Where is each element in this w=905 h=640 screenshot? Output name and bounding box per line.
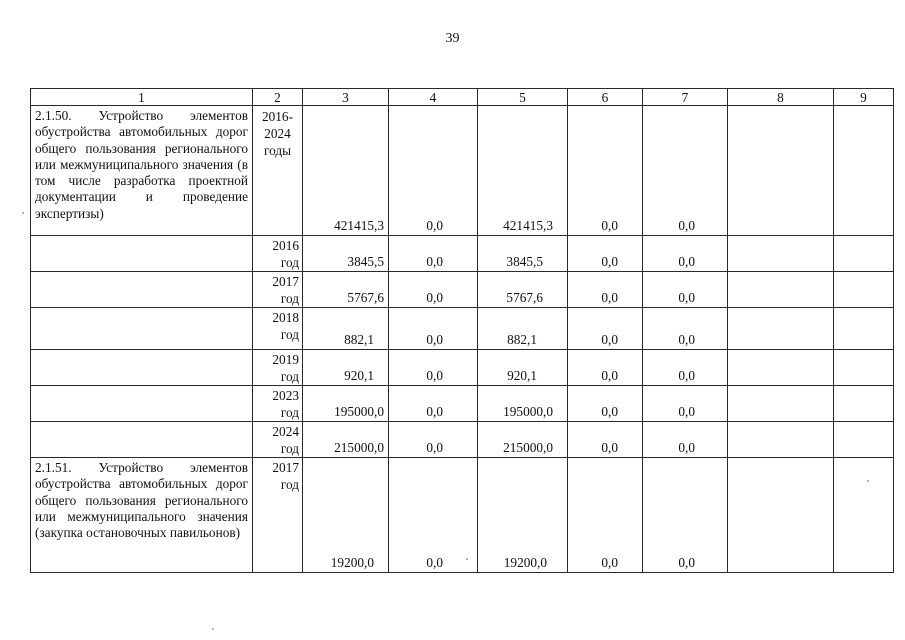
value-col-4: 0,0 <box>389 386 478 422</box>
value-col-3: 882,1 <box>303 308 389 350</box>
empty-name-cell <box>31 272 253 308</box>
empty-name-cell <box>31 236 253 272</box>
year-cell <box>253 272 303 308</box>
year-unit: год <box>280 441 299 456</box>
header-col-5: 5 <box>478 89 568 106</box>
value-col-7: 0,0 <box>643 236 728 272</box>
value-col-5: 882,1 <box>478 308 568 350</box>
empty-name-cell <box>31 422 253 458</box>
header-col-3: 3 <box>303 89 389 106</box>
value-col-4: 0,0 <box>389 236 478 272</box>
table-row <box>31 236 894 272</box>
value-col-9 <box>834 106 894 236</box>
year-cell <box>253 386 303 422</box>
year-unit: год <box>280 291 299 306</box>
value-col-9 <box>834 272 894 308</box>
value-col-4: 0,0 <box>389 350 478 386</box>
value-col-8 <box>728 350 834 386</box>
value-col-9 <box>834 350 894 386</box>
empty-name-cell <box>31 308 253 350</box>
value-col-5: 19200,0 <box>478 458 568 573</box>
value-col-9 <box>834 308 894 350</box>
period-line: годы <box>263 143 292 158</box>
value-col-6: 0,0 <box>568 422 643 458</box>
scan-speck <box>212 628 214 630</box>
value-col-8 <box>728 236 834 272</box>
header-col-7: 7 <box>643 89 728 106</box>
table-row <box>31 386 894 422</box>
value-col-4: 0,0 <box>389 308 478 350</box>
value-col-5: 3845,5 <box>478 236 568 272</box>
header-col-1: 1 <box>31 89 253 106</box>
value-col-8 <box>728 422 834 458</box>
value-col-7: 0,0 <box>643 422 728 458</box>
section-name-2-1-51: 2.1.51. Устройство элементов обустройства автомобильных дорог общего пользования регионального или межмуниципального значения (закупка остановочных павильонов) <box>31 458 253 573</box>
year-unit: год <box>280 405 299 420</box>
value-col-9 <box>834 458 894 573</box>
table-row <box>31 272 894 308</box>
value-col-8 <box>728 272 834 308</box>
value-col-7: 0,0 <box>643 458 728 573</box>
section-period-2-1-50 <box>253 106 303 236</box>
value-col-3: 920,1 <box>303 350 389 386</box>
header-col-6: 6 <box>568 89 643 106</box>
year-value: 2019 <box>272 352 299 367</box>
value-col-6: 0,0 <box>568 458 643 573</box>
value-col-5: 920,1 <box>478 350 568 386</box>
value-col-4: 0,0 <box>389 458 478 573</box>
year-value: 2023 <box>272 388 299 403</box>
year-unit: год <box>280 327 299 342</box>
value-col-8 <box>728 106 834 236</box>
value-col-4: 0,0 <box>389 272 478 308</box>
value-col-6: 0,0 <box>568 350 643 386</box>
value-col-6: 0,0 <box>568 272 643 308</box>
value-col-3: 421415,3 <box>303 106 389 236</box>
value-col-4: 0,0 <box>389 106 478 236</box>
value-col-6: 0,0 <box>568 236 643 272</box>
header-col-4: 4 <box>389 89 478 106</box>
value-col-6: 0,0 <box>568 308 643 350</box>
value-col-8 <box>728 458 834 573</box>
value-col-3: 5767,6 <box>303 272 389 308</box>
value-col-3: 3845,5 <box>303 236 389 272</box>
value-col-8 <box>728 308 834 350</box>
value-col-3: 19200,0 <box>303 458 389 573</box>
value-col-6: 0,0 <box>568 106 643 236</box>
year-cell <box>253 308 303 350</box>
year-cell <box>253 350 303 386</box>
section-period-2-1-51 <box>253 458 303 573</box>
scan-speck <box>867 480 869 482</box>
value-col-7: 0,0 <box>643 386 728 422</box>
value-col-8 <box>728 386 834 422</box>
table-row <box>31 308 894 350</box>
value-col-5: 5767,6 <box>478 272 568 308</box>
table-row <box>31 106 894 236</box>
empty-name-cell <box>31 386 253 422</box>
year-value: 2018 <box>272 310 299 325</box>
value-col-9 <box>834 422 894 458</box>
value-col-7: 0,0 <box>643 272 728 308</box>
value-col-4: 0,0 <box>389 422 478 458</box>
value-col-7: 0,0 <box>643 106 728 236</box>
header-col-2: 2 <box>253 89 303 106</box>
page-number: 39 <box>445 31 460 46</box>
value-col-5: 195000,0 <box>478 386 568 422</box>
value-col-3: 195000,0 <box>303 386 389 422</box>
year-value: 2024 <box>272 424 299 439</box>
section-name-2-1-50: 2.1.50. Устройство элементов обустройства автомобильных дорог общего пользования регионального или межмуниципального значения (в том числе разработка проектной документации и проведение экспертизы) <box>31 106 253 236</box>
year-value: 2016 <box>272 238 299 253</box>
header-col-9: 9 <box>834 89 894 106</box>
value-col-5: 215000,0 <box>478 422 568 458</box>
year-cell <box>253 236 303 272</box>
year-unit: год <box>280 255 299 270</box>
year-unit: год <box>280 369 299 384</box>
table-row <box>31 422 894 458</box>
value-col-3: 215000,0 <box>303 422 389 458</box>
table-row <box>31 350 894 386</box>
year-cell <box>253 422 303 458</box>
period-line: 2024 <box>264 126 291 141</box>
table-row <box>31 458 894 573</box>
year-value: 2017 <box>272 274 299 289</box>
value-col-7: 0,0 <box>643 308 728 350</box>
budget-table <box>30 88 894 573</box>
period-line: год <box>280 477 299 492</box>
scan-speck <box>466 558 468 560</box>
value-col-9 <box>834 386 894 422</box>
table-header-row <box>31 89 894 106</box>
value-col-6: 0,0 <box>568 386 643 422</box>
header-col-8: 8 <box>728 89 834 106</box>
value-col-7: 0,0 <box>643 350 728 386</box>
scan-speck <box>22 212 24 214</box>
period-line: 2017 <box>272 460 299 475</box>
period-line: 2016- <box>261 109 294 124</box>
value-col-5: 421415,3 <box>478 106 568 236</box>
empty-name-cell <box>31 350 253 386</box>
value-col-9 <box>834 236 894 272</box>
